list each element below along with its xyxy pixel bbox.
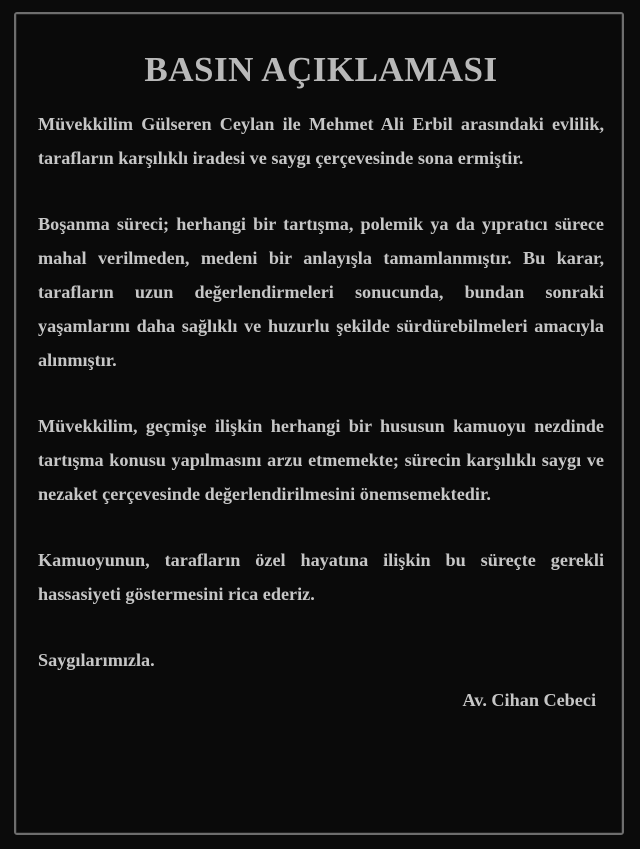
paragraph-3: Müvekkilim, geçmişe ilişkin herhangi bir hususun kamuoyu nezdinde tartışma konusu yapılmasını arzu etmemekte; sürecin karşılıklı saygı ve nezaket çerçevesinde değerlendirilmesini önemsemektedir. <box>38 416 604 504</box>
closing-line: Saygılarımızla. <box>38 650 155 670</box>
signature: Av. Cihan Cebeci <box>462 690 596 710</box>
paragraph-2: Boşanma süreci; herhangi bir tartışma, polemik ya da yıpratıcı sürece mahal verilmeden, medeni bir anlayışla tamamlanmıştır. Bu karar, tarafların uzun değerlendirmeleri sonucunda, bundan sonraki yaşamlarını daha sağlıklı ve huzurlu şekilde sürdürebilmeleri amacıyla alınmıştır. <box>38 214 604 370</box>
document-title: BASIN AÇIKLAMASI <box>144 50 498 89</box>
paragraph-4: Kamuoyunun, tarafların özel hayatına ilişkin bu süreçte gerekli hassasiyeti göstermesini rica ederiz. <box>38 550 604 604</box>
press-release <box>38 48 604 714</box>
paragraph-1: Müvekkilim Gülseren Ceylan ile Mehmet Ali Erbil arasındaki evlilik, tarafların karşılıklı iradesi ve saygı çerçevesinde sona ermiştir. <box>38 114 604 168</box>
